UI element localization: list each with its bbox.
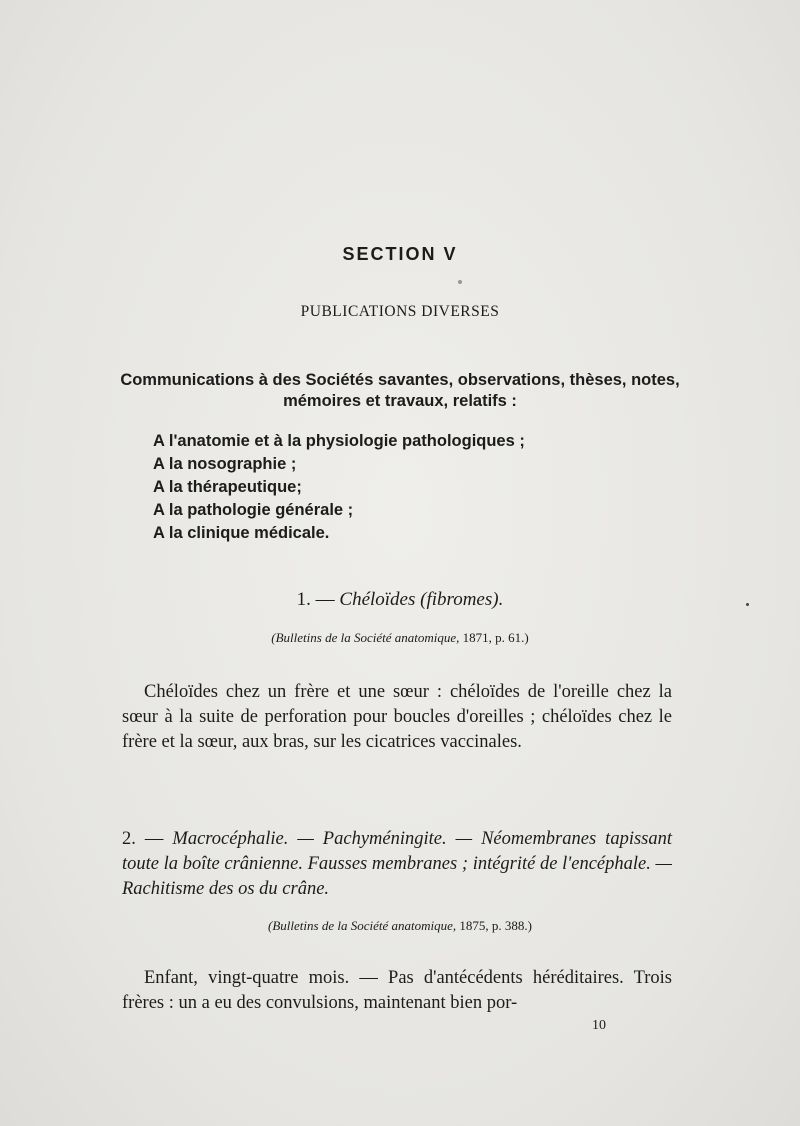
ink-speck: [458, 280, 462, 284]
page-number: 10: [592, 1018, 606, 1033]
entry-1-text: Chéloïdes chez un frère et une sœur : chéloïdes de l'oreille chez la sœur à la suite de perforation pour boucles d'oreilles ; chéloïdes chez le frère et la sœur, aux bras, sur les cicatrices vaccinales.: [122, 682, 672, 752]
entry-1-number: 1. —: [296, 589, 335, 610]
entry-2-citation-ref: 1875, p. 388.): [459, 918, 532, 933]
topic-item: A l'anatomie et à la physiologie pathologiques ;: [153, 432, 525, 450]
entry-1-citation-ref: 1871, p. 61.): [462, 630, 529, 645]
entry-1-heading: [0, 589, 800, 611]
communications-heading: Communications à des Sociétés savantes, observations, thèses, notes, mémoires et travaux, relatifs :: [120, 371, 680, 410]
entry-2-citation: [0, 918, 800, 934]
topics-list: [153, 430, 693, 545]
topic-item: A la pathologie générale ;: [153, 501, 354, 519]
ink-speck: [746, 603, 749, 606]
entry-1-title: Chéloïdes (fibromes).: [339, 589, 504, 610]
entry-2-title: Macrocéphalie. — Pachyméningite. — Néomembranes tapissant toute la boîte crânienne. Fausses membranes ; intégrité de l'encéphale. — Rachitisme des os du crâne.: [122, 829, 672, 899]
entry-1-citation-source: (Bulletins de la Société anatomique,: [271, 630, 460, 645]
entry-2-citation-source: (Bulletins de la Société anatomique,: [268, 918, 457, 933]
entry-2-text: Enfant, vingt-quatre mois. — Pas d'antécédents héréditaires. Trois frères : un a eu des convulsions, maintenant bien por-: [122, 968, 672, 1013]
entry-2-number: 2. —: [122, 829, 164, 849]
entry-1-citation: [0, 630, 800, 646]
entry-2-heading: [122, 827, 672, 902]
section-title: SECTION V: [342, 244, 458, 264]
section-subtitle: PUBLICATIONS DIVERSES: [300, 303, 500, 320]
topic-item: A la nosographie ;: [153, 455, 297, 473]
topic-item: A la thérapeutique;: [153, 478, 302, 496]
topic-item: A la clinique médicale.: [153, 524, 330, 542]
